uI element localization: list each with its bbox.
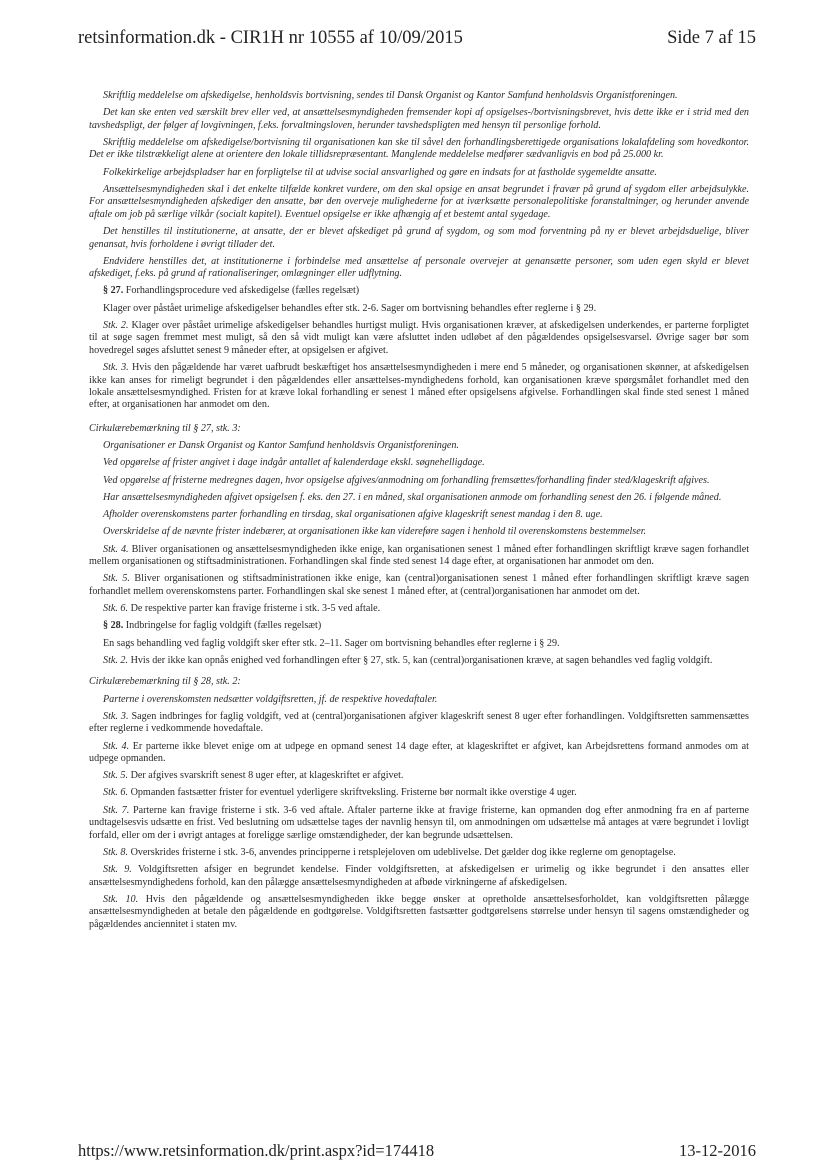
paragraph: En sags behandling ved faglig voldgift sker efter stk. 2–11. Sager om bortvisning behandles efter reglerne i § 29.: [103, 637, 560, 649]
circular-note: Ved opgørelse af frister angivet i dage indgår antallet af kalenderdage ekskl. søgnehelligdage.: [103, 457, 485, 469]
stk-paragraph: [89, 894, 749, 931]
stk-text: Hvis der ikke kan opnås enighed ved forhandlingen efter § 27, stk. 5, kan (central)organisationen kræve, at sagen behandles ved faglig voldgift.: [128, 654, 713, 666]
stk-text: Voldgiftsretten afsiger en begrundet kendelse. Finder voldgiftsretten, at afskedigelsen er urimelig og ikke begrundet i den ansattes eller ansættelsesmyndighedens forhold, kan den pålægge ansættelsesmyndigheden at afbøde virkningerne af afskedigelsen.: [89, 864, 749, 888]
stk-text: Der afgives svarskrift senest 8 uger efter, at klageskriftet er afgivet.: [128, 770, 404, 782]
stk-paragraph: [89, 741, 749, 766]
stk-label: Stk. 6.: [103, 787, 129, 799]
stk-label: Stk. 8.: [103, 846, 129, 858]
page-footer: [78, 1141, 756, 1163]
paragraph: Klager over påstået urimelige afskedigelser behandles efter stk. 2-6. Sager om bortvisning behandles efter reglerne i § 29.: [103, 302, 597, 314]
paragraph: Skriftlig meddelelse om afskedigelse, henholdsvis bortvisning, sendes til Dansk Organist og Kantor Samfund henholdsvis Organistforeningen.: [103, 90, 678, 101]
stk-paragraph: [89, 320, 749, 357]
stk-text: Parterne kan fravige fristerne i stk. 3-6 ved aftale. Aftaler parterne ikke at fravige fristerne, kan opmanden dog efter anmodning fra en af parterne undtagelsesvis udsætte en frist. Ved beslutning om udsættelse tages der navnlig hensyn til, om anmodningen om udsættelse må antages at være begrundet i lovligt forfald, eller om der i øvrigt antages at foreligge særlige omstændigheder, der kan begrunde udsættelsen.: [89, 804, 750, 841]
stk-label: Stk. 3.: [103, 362, 129, 374]
stk-paragraph: [89, 711, 749, 736]
paragraph: Skriftlig meddelelse om afskedigelse/bortvisning til organisationen kan ske til såvel den forhandlingsberettigede organisations lokalafdeling som hovedkontor. Det er ikke tilstrækkeligt alene at orientere den lokale tillidsrepræsentant. Manglende meddelelse medfører sædvanligvis en bod på 25.000 kr.: [89, 136, 749, 161]
circular-note: Afholder overenskomstens parter forhandling en tirsdag, skal organisationen afgive klageskrift senest mandag i den 8. uge.: [103, 509, 603, 521]
paragraph: Folkekirkelige arbejdspladser har en forpligtelse til at udvise social ansvarlighed og gøre en indsats for at fastholde sygemeldte ansatte.: [103, 166, 657, 178]
stk-paragraph: [89, 544, 749, 569]
stk-text: Er parterne ikke blevet enige om at udpege en opmand senest 14 dage efter, at klageskriftet er afgivet, kan Arbejdsrettens formand anmodes om at udpege opmanden.: [89, 740, 749, 764]
circular-note: Parterne i overenskomsten nedsætter voldgiftsretten, jf. de respektive hovedaftaler.: [103, 693, 438, 705]
stk-label: Stk. 10.: [103, 893, 139, 905]
stk-paragraph: [89, 787, 749, 799]
stk-label: Stk. 4.: [103, 543, 129, 555]
stk-text: Hvis den pågældende har været uafbrudt beskæftiget hos ansættelsesmyndigheden i mere end 5 måneder, og organisationen skønner, at afskedigelsen ikke kan anses for rimeligt begrundet i den pågældendes eller ansættelses-myndighedens forhold, kan organisationen kræve spørgsmålet forhandlet med den lokale ansættelsesmyndighed. Fristen for at kræve lokal forhandling er senest 1 måned efter opsigelsens afgivelse. Forhandlingen skal finde sted senest 1 måned efter, at organisationen har anmodet om den.: [89, 362, 749, 411]
stk-paragraph: [89, 847, 749, 859]
stk-label: Stk. 9.: [103, 864, 132, 876]
document-title: retsinformation.dk - CIR1H nr 10555 af 10/09/2015: [78, 28, 463, 48]
stk-text: Opmanden fastsætter frister for eventuel yderligere skriftveksling. Fristerne bør normalt ikke overstige 4 uger.: [128, 787, 577, 799]
section-heading-27: [89, 285, 749, 297]
stk-label: Stk. 5.: [103, 770, 129, 782]
page-number: Side 7 af 15: [667, 28, 756, 48]
circular-note: Organisationer er Dansk Organist og Kantor Samfund henholdsvis Organistforeningen.: [103, 440, 459, 452]
document-body: [89, 90, 749, 936]
stk-paragraph: [89, 805, 749, 842]
print-date: 13-12-2016: [679, 1141, 756, 1160]
stk-text: Hvis den pågældende og ansættelsesmyndigheden ikke begge ønsker at opretholde ansættelsesforholdet, kan voldgiftsretten pålægge ansættelsesmyndigheden at betale den pågældende en godtgørelse. Voldgiftsretten fastsætter godtgørelsens størrelse under hensyn til sagens omstændigheder og pågældendes anciennitet i staten mv.: [89, 893, 749, 930]
stk-text: Klager over påstået urimelige afskedigelser behandles hurtigst muligt. Hvis organisationen kræver, at afskedigelsen underkendes, er parterne forpligtet til at søge sagen fremmet mest muligt, så den så vidt muligt kan være afsluttet inden udløbet af den pågældendes opsigelsesvarsel. Øvrige sager bør som hovedregel søges afsluttet senest 9 måneder efter, at opsigelsen er afgivet.: [89, 319, 749, 356]
section-title: Indbringelse for faglig voldgift (fælles regelsæt): [123, 620, 322, 632]
stk-text: De respektive parter kan fravige fristerne i stk. 3-5 ved aftale.: [128, 603, 381, 615]
paragraph: Ansættelsesmyndigheden skal i det enkelte tilfælde konkret vurdere, om den skal opsige en ansat begrundet i fravær på grund af sygdom eller arbejdsulykke. For ansættelsesmyndigheden afskediger den ansatte, bør den overveje mulighederne for at iværksætte personalepolitiske foranstaltninger, og herunder anvende aftale om job på særlige vilkår (socialt kapitel). Eventuel opsigelse er ikke afhængig af et bestemt antal sygedage.: [89, 183, 749, 220]
circular-note: Ved opgørelse af fristerne medregnes dagen, hvor opsigelse afgives/anmodning om forhandling fremsættes/forhandling finder sted/klageskrift afgives.: [103, 474, 710, 486]
section-heading-28: [89, 620, 749, 632]
stk-label: Stk. 2.: [103, 319, 129, 331]
section-title: Forhandlingsprocedure ved afskedigelse (fælles regelsæt): [123, 285, 360, 297]
section-number: § 27.: [103, 285, 124, 297]
circular-heading: Cirkulærebemærkning til § 27, stk. 3:: [89, 422, 241, 434]
stk-text: Bliver organisationen og stiftsadministrationen ikke enige, kan (central)organisationen senest 1 måned efter forhandlingen skriftligt kræve sagen forhandlet mellem overenskomstens parter. Forhandlingen skal ske senest 1 måned efter, at (central)organisationen har anmodet om det.: [89, 573, 750, 597]
stk-label: Stk. 7.: [103, 804, 130, 816]
paragraph: Det henstilles til institutionerne, at ansatte, der er blevet afskediget på grund af sygdom, og som mod forventning på ny er blevet arbejdsduelige, bliver genansat, hvis forholdene i øvrigt tillader det.: [89, 226, 749, 250]
stk-paragraph: [89, 770, 749, 782]
stk-paragraph: [89, 603, 749, 615]
paragraph: Endvidere henstilles det, at institutionerne i forbindelse med ansættelse af personale overvejer at genansætte personer, som uden egen skyld er blevet afskediget, f.eks. på grund af rationaliseringer, omlægninger eller udflytning.: [89, 255, 749, 280]
stk-label: Stk. 6.: [103, 603, 129, 615]
section-number: § 28.: [103, 620, 124, 632]
stk-paragraph: [89, 864, 749, 889]
page-header: [78, 28, 756, 52]
stk-paragraph: [89, 655, 749, 667]
circular-note: Har ansættelsesmyndigheden afgivet opsigelsen f. eks. den 27. i en måned, skal organisationen anmode om forhandling senest den 26. i følgende måned.: [103, 491, 722, 503]
stk-text: Sagen indbringes for faglig voldgift, ved at (central)organisationen afgiver klageskrift senest 8 uger efter forhandlingen. Voldgiftsretten sammensættes efter reglerne i vedkommende hovedaftale.: [89, 710, 749, 735]
stk-label: Stk. 4.: [103, 740, 130, 752]
source-url: https://www.retsinformation.dk/print.aspx?id=174418: [78, 1141, 435, 1160]
stk-text: Bliver organisationen og ansættelsesmyndigheden ikke enige, kan organisationen senest 1 måned efter forhandlingen skriftligt kræve sagen forhandlet mellem organisationen og stiftsadministrationen. Forhandlingen skal finde sted senest 14 dage efter, at organisationen har anmodet om den.: [89, 543, 750, 568]
stk-label: Stk. 2.: [103, 654, 129, 666]
stk-label: Stk. 3.: [103, 710, 129, 722]
circular-note: Overskridelse af de nævnte frister indebærer, at organisationen ikke kan videreføre sagen i henhold til overenskomstens bestemmelser.: [103, 526, 647, 538]
circular-heading: Cirkulærebemærkning til § 28, stk. 2:: [89, 676, 241, 688]
stk-text: Overskrides fristerne i stk. 3-6, anvendes principperne i retsplejeloven om udeblivelse. Det gælder dog ikke reglerne om genoptagelse.: [128, 846, 676, 858]
stk-label: Stk. 5.: [103, 573, 130, 585]
paragraph: Det kan ske enten ved særskilt brev eller ved, at ansættelsesmyndigheden fremsender kopi af opsigelses-/bortvisningsbrevet, hvis dette ikke er i strid med den tavshedspligt, der følger af lovgivningen, f.eks. forvaltningsloven, herunder tavshedspligten med hensyn til personlige forhold.: [89, 107, 749, 131]
stk-paragraph: [89, 362, 749, 412]
stk-paragraph: [89, 573, 749, 598]
